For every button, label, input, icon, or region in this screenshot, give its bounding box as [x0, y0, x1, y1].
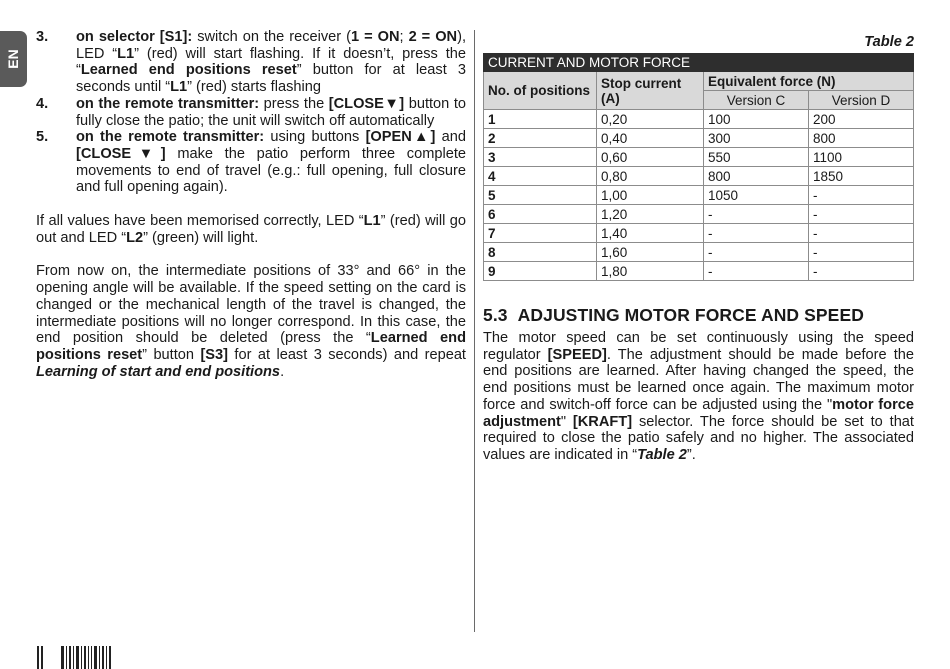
section-heading: 5.3 ADJUSTING MOTOR FORCE AND SPEED [483, 305, 864, 325]
table-cell: - [809, 262, 914, 281]
table-cell: 2 [484, 129, 597, 148]
table-cell: 1 [484, 110, 597, 129]
table-cell: 0,60 [597, 148, 704, 167]
table-cell: 8 [484, 243, 597, 262]
table-cell: 1,80 [597, 262, 704, 281]
table-cell: 550 [704, 148, 809, 167]
table-cell: - [704, 205, 809, 224]
header-stop-current: Stop current (A) [597, 72, 704, 110]
current-motor-force-table [483, 53, 914, 281]
table-cell: 1100 [809, 148, 914, 167]
column-divider [474, 30, 475, 632]
table-cell: 1,20 [597, 205, 704, 224]
table-cell: 200 [809, 110, 914, 129]
table-cell: 800 [704, 167, 809, 186]
table-cell: 0,20 [597, 110, 704, 129]
table-cell: - [809, 224, 914, 243]
language-tab: EN [0, 31, 27, 87]
header-positions: No. of positions [484, 72, 597, 110]
table-cell: 0,80 [597, 167, 704, 186]
table-cell: 800 [809, 129, 914, 148]
table-cell: 7 [484, 224, 597, 243]
table-row [484, 129, 914, 148]
left-column [36, 29, 466, 380]
right-column [483, 33, 914, 464]
table-cell: 1,60 [597, 243, 704, 262]
intermediate-positions-paragraph: From now on, the intermediate positions of 33° and 66° in the opening angle will be available. If the speed setting on the card is changed or the mechanical length of the travel is changed, the intermediate positions will no longer correspond. In this case, the end position should be deleted (press the “Learned end positions reset” button [S3] for at least 3 seconds) and repeat Learning of start and end positions. [36, 263, 466, 380]
table-cell: 5 [484, 186, 597, 205]
table-cell: 1050 [704, 186, 809, 205]
table-row [484, 243, 914, 262]
table-cell: - [704, 243, 809, 262]
table-row [484, 262, 914, 281]
table-cell: - [809, 205, 914, 224]
barcode-mark [37, 646, 113, 669]
step-4: 4. on the remote transmitter: press the [CLOSE▼] button to fully close the patio; the unit will switch off automatically [36, 95, 467, 129]
table-cell: - [704, 262, 809, 281]
table-row [484, 205, 914, 224]
table-caption: Table 2 [864, 34, 914, 50]
section-body: The motor speed can be set continuously using the speed regulator [SPEED]. The adjustment should be made before the end positions are learned. After having changed the speed, the end positions must be learned once again. The maximum motor force and switch-off force can be adjusted using the "motor force adjustment" [KRAFT] selector. The force should be set to that required to close the patio safely and no higher. The associated values are indicated in “Table 2”. [483, 330, 914, 463]
table-cell: 1,40 [597, 224, 704, 243]
table-cell: 3 [484, 148, 597, 167]
table-cell: 9 [484, 262, 597, 281]
table-cell: 300 [704, 129, 809, 148]
table-row [484, 186, 914, 205]
header-version-d: Version D [809, 91, 914, 110]
table-cell: - [809, 186, 914, 205]
table-cell: 0,40 [597, 129, 704, 148]
table-cell: 6 [484, 205, 597, 224]
header-equivalent-force: Equivalent force (N) [704, 72, 914, 91]
table-cell: 1,00 [597, 186, 704, 205]
table-cell: 4 [484, 167, 597, 186]
table-row [484, 148, 914, 167]
table-row [484, 167, 914, 186]
table-cell: 1850 [809, 167, 914, 186]
table-row [484, 224, 914, 243]
header-version-c: Version C [704, 91, 809, 110]
table-title: CURRENT AND MOTOR FORCE [484, 54, 914, 72]
table-cell: 100 [704, 110, 809, 129]
memorised-paragraph: If all values have been memorised correctly, LED “L1” (red) will go out and LED “L2” (green) will light. [36, 213, 466, 246]
table-cell: - [809, 243, 914, 262]
table-cell: - [704, 224, 809, 243]
step-5: 5. on the remote transmitter: using buttons [OPEN▲] and [CLOSE▼] make the patio perform three complete movements to end of travel (e.g.: full opening, full closure and full opening again). [36, 129, 466, 196]
step-3: 3. on selector [S1]: switch on the receiver (1 = ON; 2 = ON), LED “L1” (red) will start flashing. If it doesn’t, press the “Learned end positions reset” button for at least 3 seconds until “L1” (red) starts flashing [36, 29, 467, 96]
table-row [484, 110, 914, 129]
